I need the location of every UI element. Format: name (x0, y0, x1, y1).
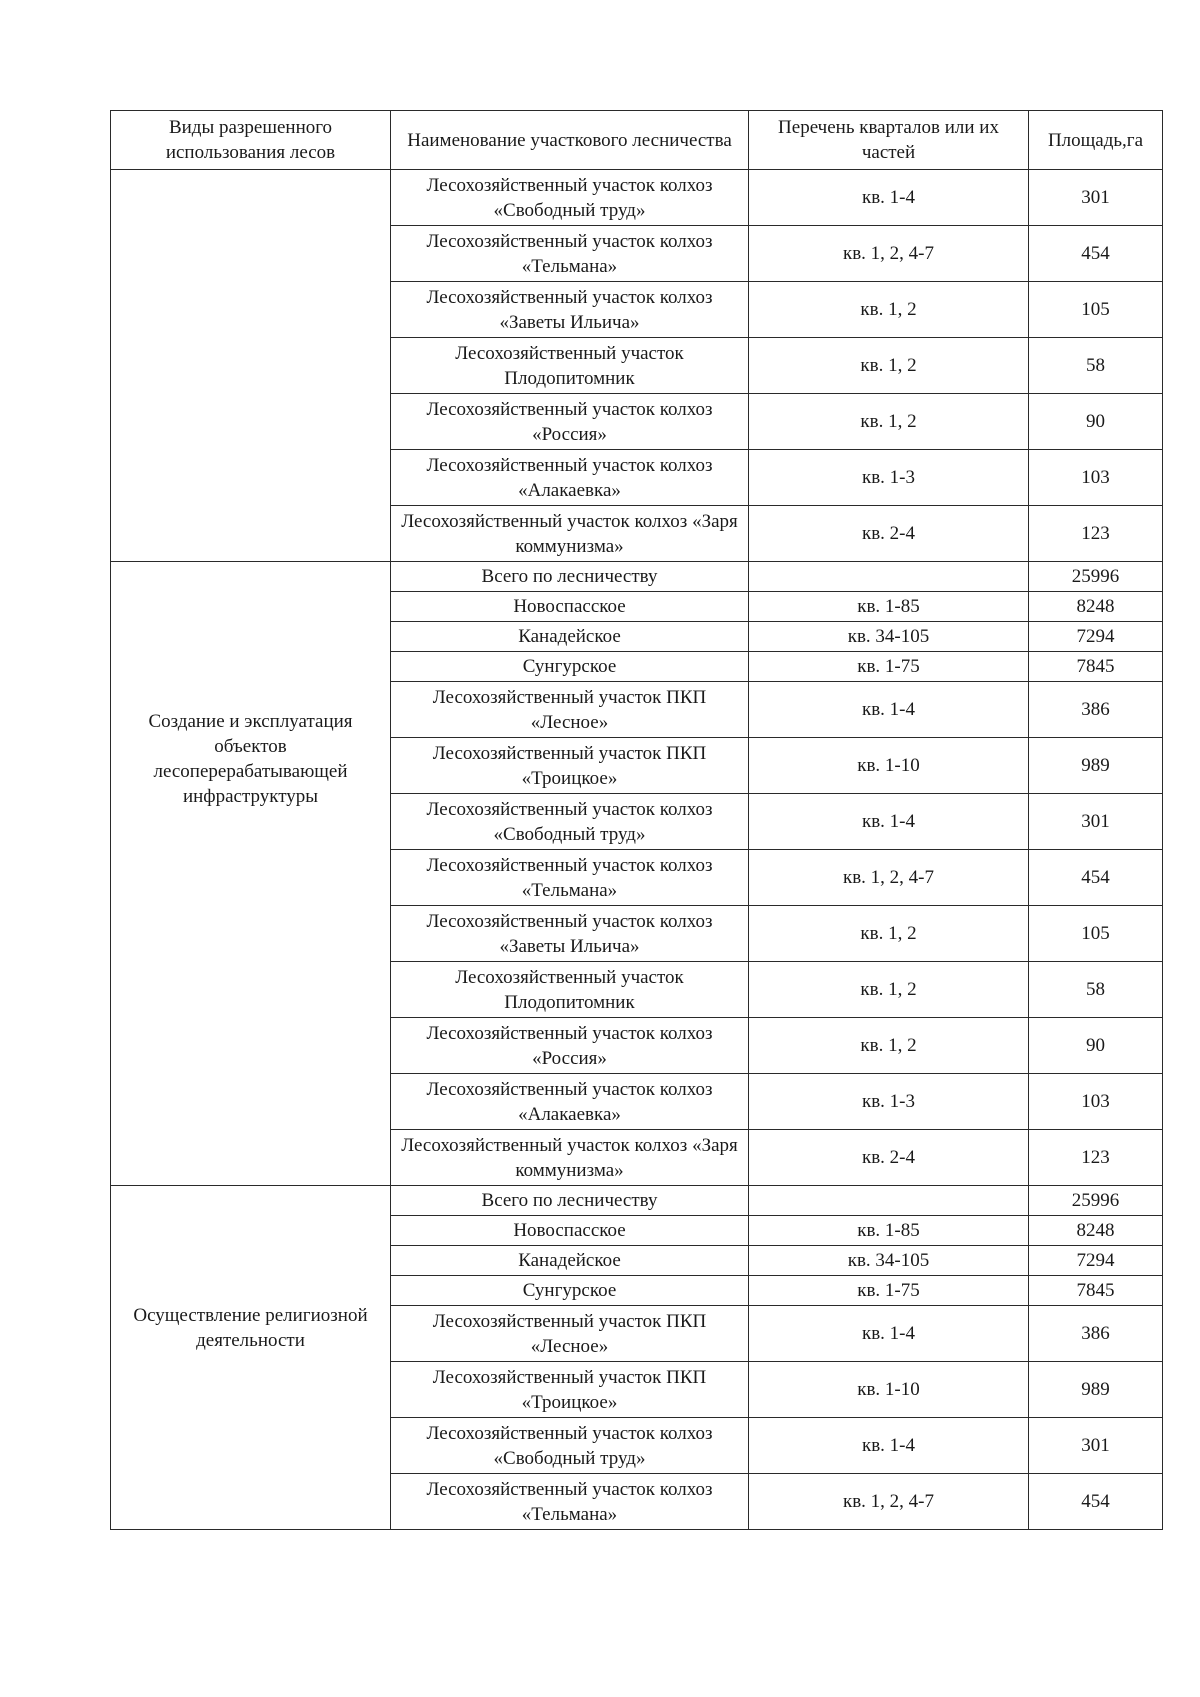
quarters-cell: кв. 1, 2 (749, 962, 1029, 1018)
forestry-name-cell: Лесохозяйственный участок ПКП «Троицкое» (391, 1362, 749, 1418)
forestry-name-cell: Лесохозяйственный участок колхоз «Свободный труд» (391, 170, 749, 226)
forestry-name-cell: Лесохозяйственный участок колхоз «Алакаевка» (391, 1074, 749, 1130)
area-cell: 25996 (1029, 562, 1163, 592)
use-type-cell (111, 170, 391, 562)
area-cell: 90 (1029, 394, 1163, 450)
quarters-cell: кв. 1-85 (749, 592, 1029, 622)
use-type-cell (111, 562, 391, 1186)
quarters-cell: кв. 1-4 (749, 1418, 1029, 1474)
area-cell: 989 (1029, 738, 1163, 794)
area-cell: 105 (1029, 282, 1163, 338)
area-cell: 301 (1029, 1418, 1163, 1474)
area-cell: 58 (1029, 338, 1163, 394)
forestry-name-cell: Лесохозяйственный участок колхоз «Россия» (391, 394, 749, 450)
forestry-name-cell: Всего по лесничеству (391, 1186, 749, 1216)
header-forestry-name: Наименование участкового лесничества (391, 111, 749, 170)
forestry-name-cell: Лесохозяйственный участок колхоз «Заветы Ильича» (391, 906, 749, 962)
forestry-name-cell: Новоспасское (391, 1216, 749, 1246)
area-cell: 103 (1029, 450, 1163, 506)
forestry-name-cell: Лесохозяйственный участок колхоз «Тельмана» (391, 1474, 749, 1530)
quarters-cell: кв. 1-4 (749, 170, 1029, 226)
area-cell: 7294 (1029, 622, 1163, 652)
forestry-name-cell: Лесохозяйственный участок колхоз «Тельмана» (391, 226, 749, 282)
area-cell: 454 (1029, 226, 1163, 282)
forestry-name-cell: Сунгурское (391, 652, 749, 682)
forest-use-table (110, 110, 1163, 1530)
table-row (111, 1186, 1163, 1216)
area-cell: 386 (1029, 682, 1163, 738)
forestry-name-cell: Лесохозяйственный участок Плодопитомник (391, 962, 749, 1018)
forestry-name-cell: Лесохозяйственный участок колхоз «Свободный труд» (391, 1418, 749, 1474)
quarters-cell (749, 562, 1029, 592)
table-body (111, 170, 1163, 1530)
forestry-name-cell: Лесохозяйственный участок ПКП «Лесное» (391, 1306, 749, 1362)
forestry-name-cell: Лесохозяйственный участок колхоз «Алакаевка» (391, 450, 749, 506)
area-cell: 123 (1029, 506, 1163, 562)
quarters-cell: кв. 1-3 (749, 450, 1029, 506)
forestry-name-cell: Новоспасское (391, 592, 749, 622)
area-cell: 105 (1029, 906, 1163, 962)
quarters-cell (749, 1186, 1029, 1216)
quarters-cell: кв. 1, 2, 4-7 (749, 1474, 1029, 1530)
forestry-name-cell: Лесохозяйственный участок колхоз «Россия» (391, 1018, 749, 1074)
quarters-cell: кв. 1-10 (749, 738, 1029, 794)
quarters-cell: кв. 1-85 (749, 1216, 1029, 1246)
area-cell: 7845 (1029, 1276, 1163, 1306)
table-header (111, 111, 1163, 170)
quarters-cell: кв. 1, 2 (749, 1018, 1029, 1074)
area-cell: 989 (1029, 1362, 1163, 1418)
area-cell: 454 (1029, 850, 1163, 906)
quarters-cell: кв. 2-4 (749, 1130, 1029, 1186)
table-row (111, 562, 1163, 592)
quarters-cell: кв. 1-4 (749, 1306, 1029, 1362)
quarters-cell: кв. 1, 2 (749, 338, 1029, 394)
forestry-name-cell: Лесохозяйственный участок колхоз «Заветы Ильича» (391, 282, 749, 338)
quarters-cell: кв. 1, 2 (749, 282, 1029, 338)
quarters-cell: кв. 1-75 (749, 1276, 1029, 1306)
forestry-name-cell: Лесохозяйственный участок ПКП «Троицкое» (391, 738, 749, 794)
forestry-name-cell: Лесохозяйственный участок колхоз «Свободный труд» (391, 794, 749, 850)
header-use-type: Виды разрешенного использования лесов (111, 111, 391, 170)
forestry-name-cell: Лесохозяйственный участок колхоз «Тельмана» (391, 850, 749, 906)
quarters-cell: кв. 1-4 (749, 682, 1029, 738)
forestry-name-cell: Канадейское (391, 622, 749, 652)
area-cell: 301 (1029, 794, 1163, 850)
forestry-name-cell: Всего по лесничеству (391, 562, 749, 592)
area-cell: 123 (1029, 1130, 1163, 1186)
header-row (111, 111, 1163, 170)
quarters-cell: кв. 2-4 (749, 506, 1029, 562)
area-cell: 90 (1029, 1018, 1163, 1074)
header-area: Площадь,га (1029, 111, 1163, 170)
area-cell: 8248 (1029, 1216, 1163, 1246)
quarters-cell: кв. 1, 2, 4-7 (749, 226, 1029, 282)
forestry-name-cell: Лесохозяйственный участок колхоз «Заря коммунизма» (391, 506, 749, 562)
use-type-label: Осуществление религиозной деятельности (133, 1304, 368, 1351)
quarters-cell: кв. 1, 2, 4-7 (749, 850, 1029, 906)
forestry-name-cell: Лесохозяйственный участок ПКП «Лесное» (391, 682, 749, 738)
area-cell: 386 (1029, 1306, 1163, 1362)
quarters-cell: кв. 1-75 (749, 652, 1029, 682)
quarters-cell: кв. 1, 2 (749, 394, 1029, 450)
area-cell: 8248 (1029, 592, 1163, 622)
quarters-cell: кв. 1-3 (749, 1074, 1029, 1130)
use-type-label: Создание и эксплуатация объектов лесоперерабатывающей инфраструктуры (148, 710, 353, 807)
quarters-cell: кв. 1, 2 (749, 906, 1029, 962)
quarters-cell: кв. 34-105 (749, 622, 1029, 652)
area-cell: 103 (1029, 1074, 1163, 1130)
table-row (111, 170, 1163, 226)
forestry-name-cell: Лесохозяйственный участок колхоз «Заря коммунизма» (391, 1130, 749, 1186)
area-cell: 301 (1029, 170, 1163, 226)
forestry-name-cell: Сунгурское (391, 1276, 749, 1306)
area-cell: 25996 (1029, 1186, 1163, 1216)
forestry-name-cell: Лесохозяйственный участок Плодопитомник (391, 338, 749, 394)
quarters-cell: кв. 34-105 (749, 1246, 1029, 1276)
header-quarters: Перечень кварталов или их частей (749, 111, 1029, 170)
forestry-name-cell: Канадейское (391, 1246, 749, 1276)
area-cell: 7845 (1029, 652, 1163, 682)
use-type-cell (111, 1186, 391, 1530)
area-cell: 454 (1029, 1474, 1163, 1530)
quarters-cell: кв. 1-10 (749, 1362, 1029, 1418)
area-cell: 7294 (1029, 1246, 1163, 1276)
quarters-cell: кв. 1-4 (749, 794, 1029, 850)
area-cell: 58 (1029, 962, 1163, 1018)
